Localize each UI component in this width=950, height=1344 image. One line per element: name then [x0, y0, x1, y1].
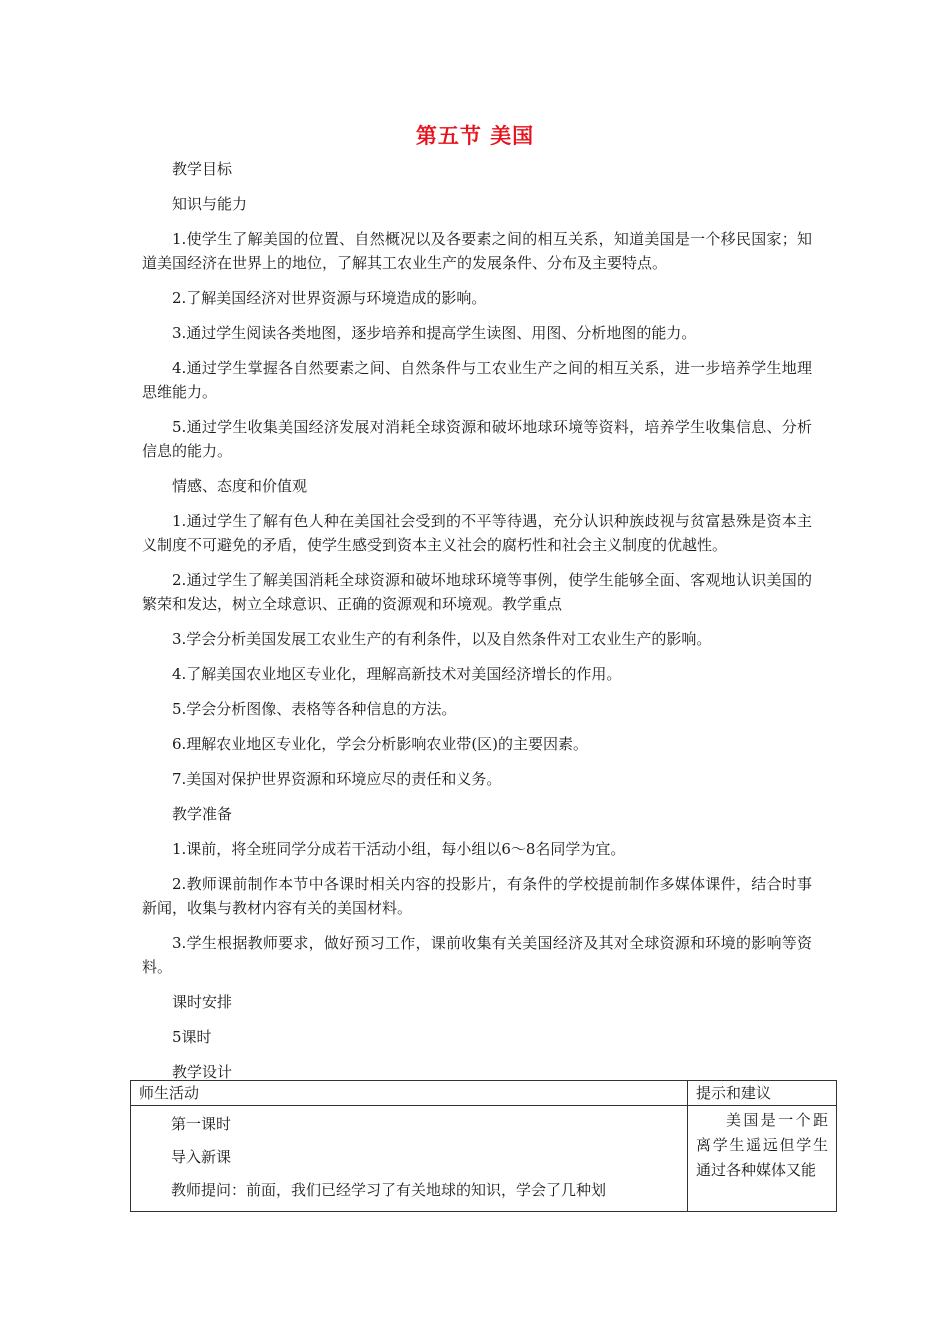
- paragraph: 5.学会分析图像、表格等各种信息的方法。: [172, 700, 457, 718]
- paragraph: 1.课前，将全班同学分成若干活动小组，每小组以6～8名同学为宜。: [172, 840, 626, 858]
- heading-knowledge-ability: 知识与能力: [172, 195, 248, 213]
- heading-teaching-design: 教学设计: [172, 1063, 233, 1081]
- document-body: [142, 157, 812, 1095]
- paragraph: 2.通过学生了解美国消耗全球资源和破坏地球环境等事例，使学生能够全面、客观地认识美国的繁荣和发达，树立全球意识、正确的资源观和环境观。教学重点: [142, 571, 812, 613]
- paragraph: 5.通过学生收集美国经济发展对消耗全球资源和破坏地球环境等资料，培养学生收集信息、分析信息的能力。: [142, 418, 812, 460]
- table-row: [131, 1106, 837, 1212]
- paragraph: 3.学会分析美国发展工农业生产的有利条件，以及自然条件对工农业生产的影响。: [172, 630, 712, 648]
- paragraph: 3.通过学生阅读各类地图，逐步培养和提高学生读图、用图、分析地图的能力。: [172, 324, 697, 342]
- heading-teaching-goals: 教学目标: [172, 160, 233, 178]
- paragraph: 7.美国对保护世界资源和环境应尽的责任和义务。: [172, 770, 502, 788]
- paragraph: 4.通过学生掌握各自然要素之间、自然条件与工农业生产之间的相互关系，进一步培养学生地理思维能力。: [142, 359, 812, 401]
- teaching-design-table: [130, 1080, 837, 1212]
- table-line: 导入新课: [171, 1148, 232, 1166]
- paragraph: 5课时: [172, 1028, 212, 1046]
- heading-emotion-attitude-values: 情感、态度和价值观: [172, 477, 308, 495]
- table-line: 教师提问：前面，我们已经学习了有关地球的知识，学会了几种划: [171, 1181, 607, 1199]
- table-header-suggestion: 提示和建议: [688, 1081, 837, 1106]
- heading-schedule: 课时安排: [172, 993, 233, 1011]
- paragraph: 2.了解美国经济对世界资源与环境造成的影响。: [172, 289, 487, 307]
- table-suggestion-text: 美国是一个距离学生遥远但学生通过各种媒体又能: [696, 1111, 828, 1179]
- paragraph: 3.学生根据教师要求，做好预习工作，课前收集有关美国经济及其对全球资源和环境的影响等资料。: [142, 934, 812, 976]
- paragraph: 1.使学生了解美国的位置、自然概况以及各要素之间的相互关系，知道美国是一个移民国家；知道美国经济在世界上的地位，了解其工农业生产的发展条件、分布及主要特点。: [142, 230, 812, 272]
- table-line: 第一课时: [171, 1115, 232, 1133]
- page-title: 第五节 美国: [415, 124, 535, 148]
- table-header-activity: 师生活动: [131, 1081, 688, 1106]
- paragraph: 4.了解美国农业地区专业化，理解高新技术对美国经济增长的作用。: [172, 665, 622, 683]
- table-cell-activity: [131, 1106, 688, 1212]
- heading-teaching-preparation: 教学准备: [172, 805, 233, 823]
- paragraph: 2.教师课前制作本节中各课时相关内容的投影片，有条件的学校提前制作多媒体课件，结合时事新闻，收集与教材内容有关的美国材料。: [142, 875, 812, 917]
- paragraph: 6.理解农业地区专业化，学会分析影响农业带(区)的主要因素。: [172, 735, 589, 753]
- table-header-row: [131, 1081, 837, 1106]
- table-cell-suggestion: [688, 1106, 837, 1212]
- paragraph: 1.通过学生了解有色人种在美国社会受到的不平等待遇，充分认识种族歧视与贫富悬殊是资本主义制度不可避免的矛盾，使学生感受到资本主义社会的腐朽性和社会主义制度的优越性。: [142, 512, 812, 554]
